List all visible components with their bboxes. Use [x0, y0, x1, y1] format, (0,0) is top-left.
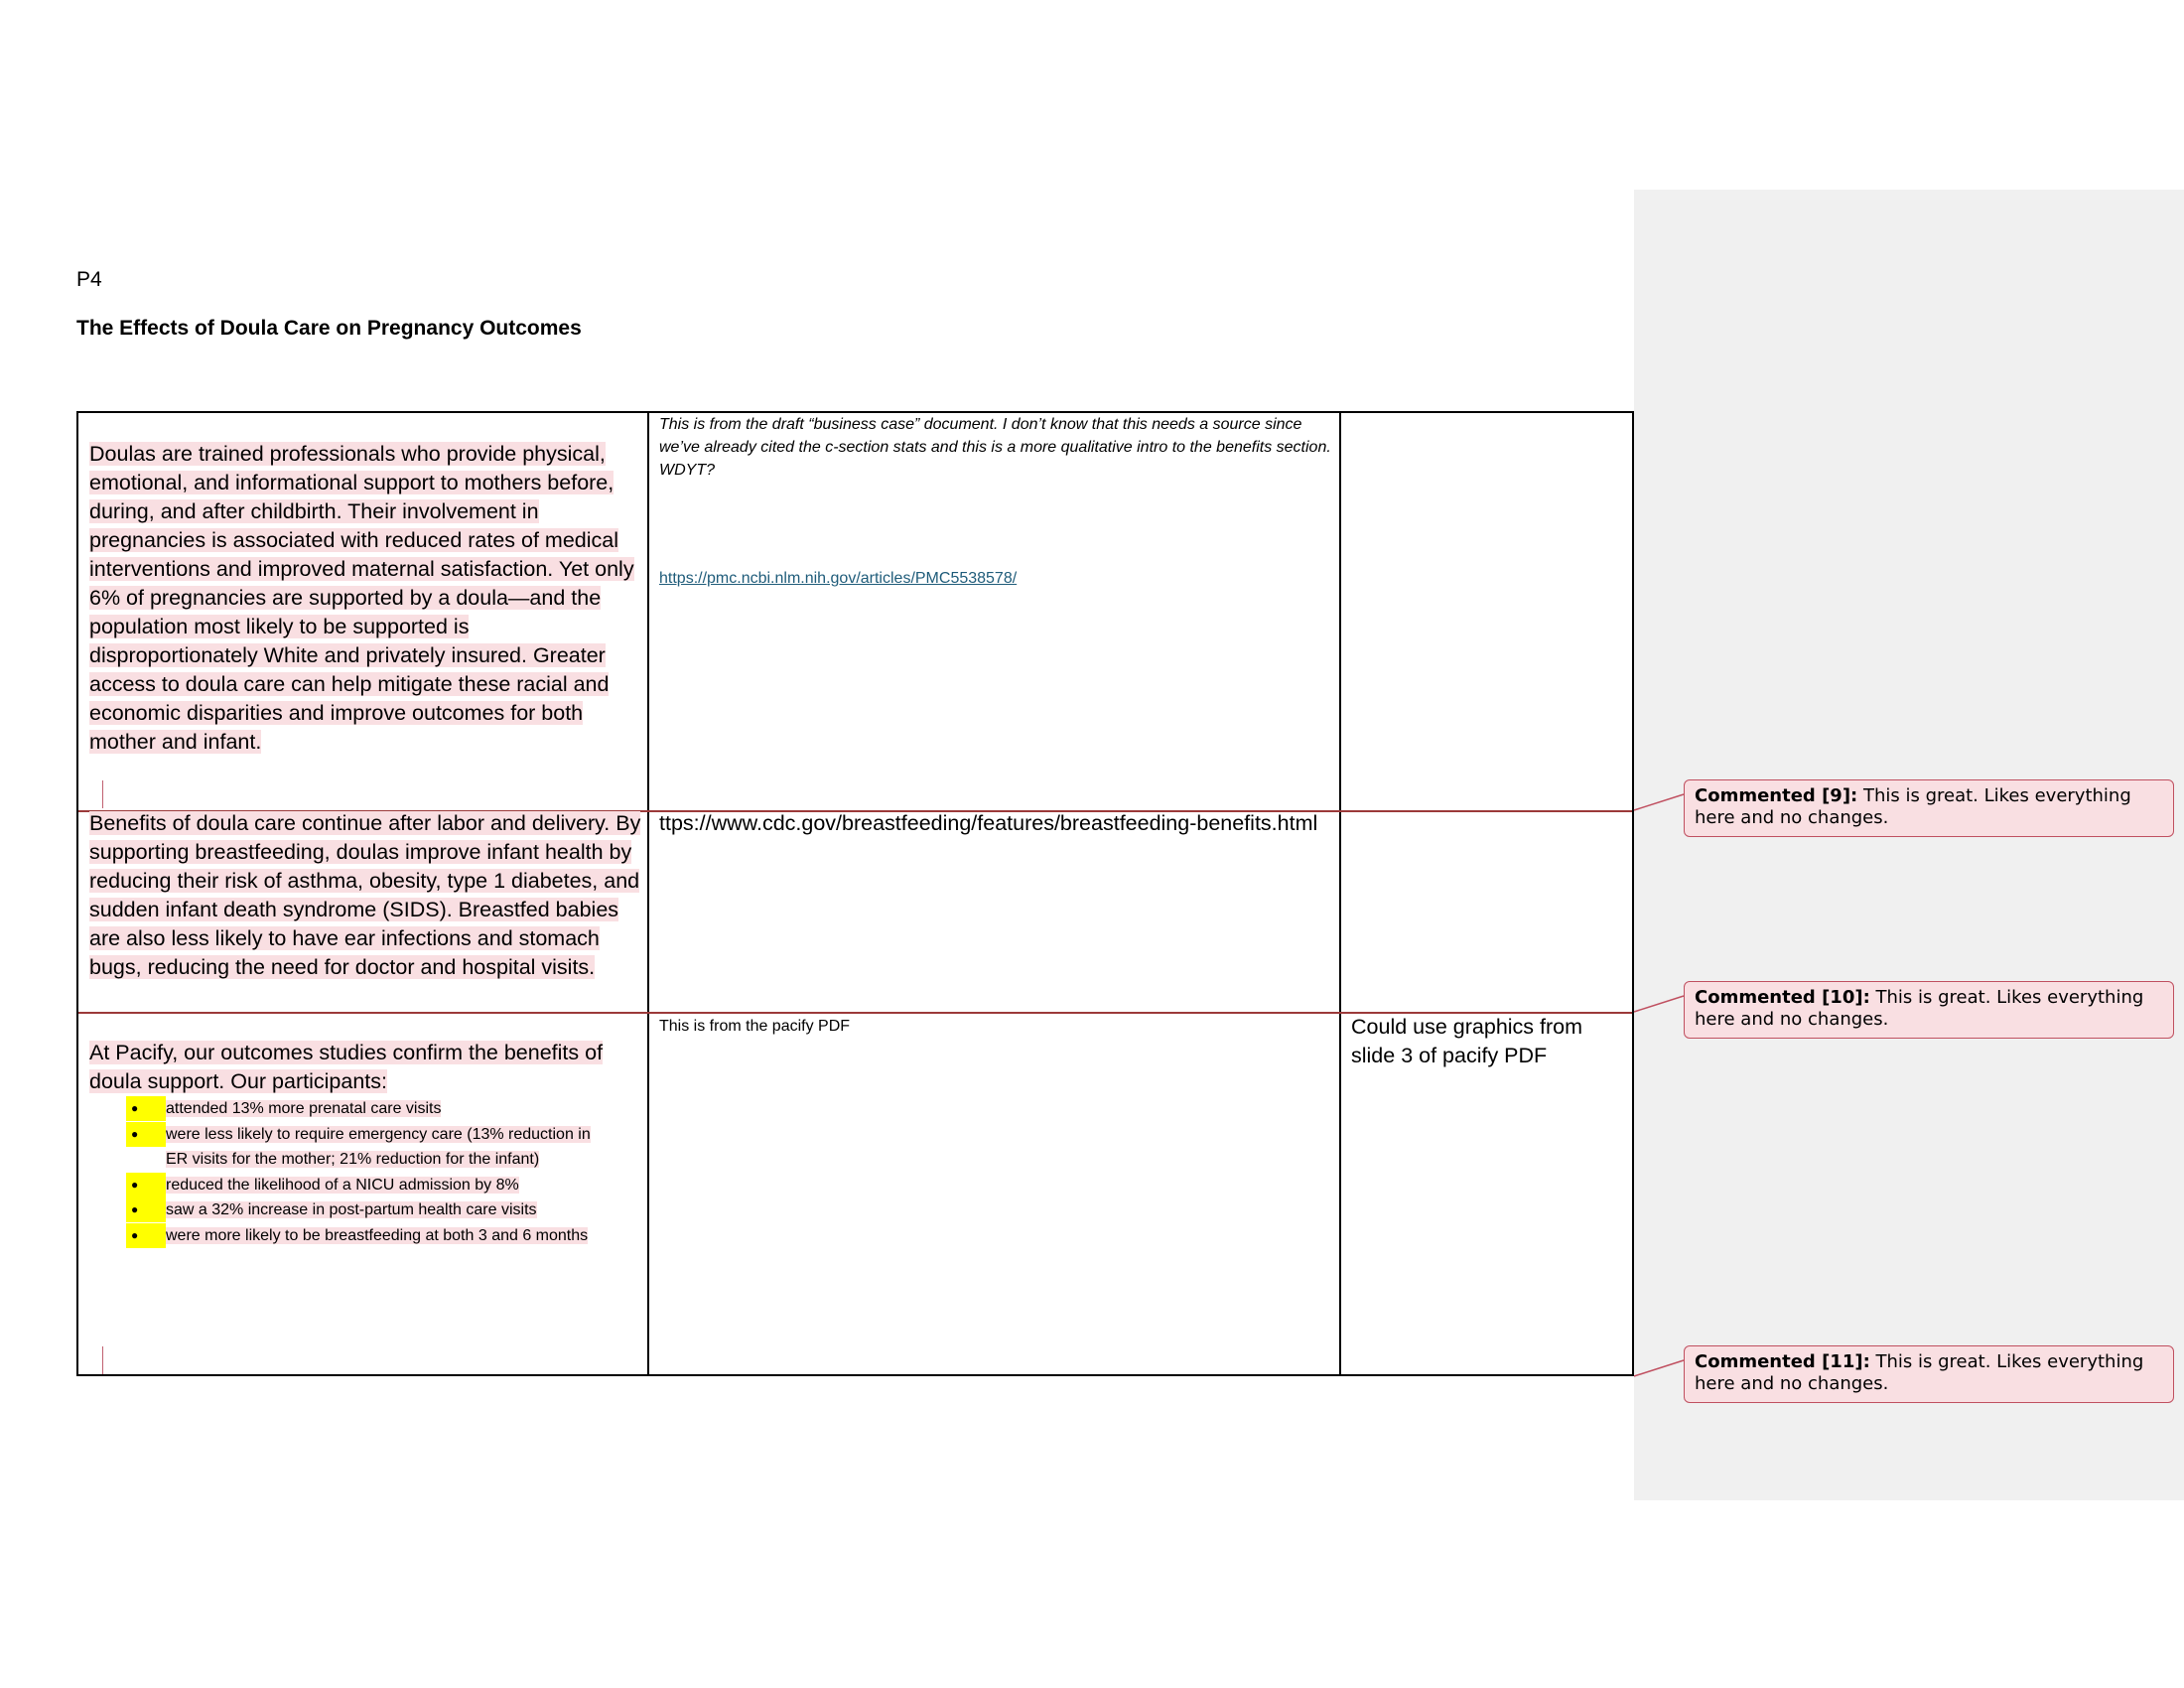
comment-text: This is great. Likes everything here and no changes. [1695, 1351, 2144, 1394]
comment-text: This is great. Likes everything here and no changes. [1695, 785, 2131, 828]
row3-note: This is from the pacify PDF [659, 1018, 851, 1035]
list-item: ● attended 13% more prenatal care visits [126, 1096, 603, 1122]
list-item: ● saw a 32% increase in post-partum health care visits [126, 1197, 603, 1223]
page-title: The Effects of Doula Care on Pregnancy Outcomes [76, 317, 582, 340]
list-item: ● reduced the likelihood of a NICU admission by 8% [126, 1173, 603, 1198]
row3-main-cell[interactable] [89, 1039, 641, 1248]
list-item: ● were more likely to be breastfeeding at both 3 and 6 months [126, 1223, 603, 1249]
revision-caret [102, 780, 103, 808]
column-divider [647, 413, 649, 1374]
row1-main-cell[interactable] [89, 440, 641, 757]
comment-tag: Commented [11]: [1695, 1351, 1870, 1372]
comment-text: This is great. Likes everything here and no changes. [1695, 987, 2144, 1030]
row3-intro: At Pacify, our outcomes studies confirm the benefits of doula support. Our participants: [89, 1041, 604, 1093]
comment-balloon-11[interactable] [1684, 1345, 2174, 1403]
row2-main-text: Benefits of doula care continue after labor and delivery. By supporting breastfeeding, doulas improve infant health by reducing their risk of asthma, obesity, type 1 diabetes, and sudden infant death syndrome (SIDS). Breastfed babies are also less likely to have ear infections and stomach bugs, reducing the need for doctor and hospital visits. [89, 811, 641, 979]
row3-note-cell[interactable] [659, 1016, 1334, 1038]
comment-tag: Commented [10]: [1695, 987, 1870, 1008]
row2-source: ttps://www.cdc.gov/breastfeeding/features/breastfeeding-benefits.html [659, 811, 1318, 835]
row1-note: This is from the draft “business case” document. I don’t know that this needs a source since we’ve already cited the c-section stats and this is a more qualitative intro to the benefits section. WDYT? [659, 416, 1331, 479]
content-table [76, 411, 1634, 1376]
row1-source-link[interactable]: https://pmc.ncbi.nlm.nih.gov/articles/PMC5538578/ [659, 570, 1018, 587]
comment-balloon-10[interactable] [1684, 981, 2174, 1039]
list-item: ● were less likely to require emergency care (13% reduction in ER visits for the mother; 21% reduction for the infant) [126, 1122, 603, 1173]
comment-margin-pane [1634, 190, 2184, 1500]
column-divider [1339, 413, 1341, 1374]
outcomes-list [126, 1096, 603, 1248]
comment-tag: Commented [9]: [1695, 785, 1858, 806]
row3-remark: Could use graphics from slide 3 of pacify PDF [1351, 1015, 1583, 1067]
comment-balloon-9[interactable] [1684, 779, 2174, 837]
row2-source-cell[interactable] [659, 809, 1334, 838]
row2-main-cell[interactable] [89, 809, 641, 982]
row1-main-text: Doulas are trained professionals who provide physical, emotional, and informational support to mothers before, during, and after childbirth. Their involvement in pregnancies is associated with reduced rates of medical interventions and improved maternal satisfaction. Yet only 6% of pregnancies are supported by a doula—and the population most likely to be supported is disproportionately White and privately insured. Greater access to doula care can help mitigate these racial and economic disparities and improve outcomes for both mother and infant. [89, 442, 634, 754]
page-label: P4 [76, 268, 102, 291]
row1-note-cell[interactable] [659, 413, 1334, 588]
row3-remark-cell[interactable] [1351, 1013, 1629, 1070]
revision-caret [102, 1346, 103, 1374]
